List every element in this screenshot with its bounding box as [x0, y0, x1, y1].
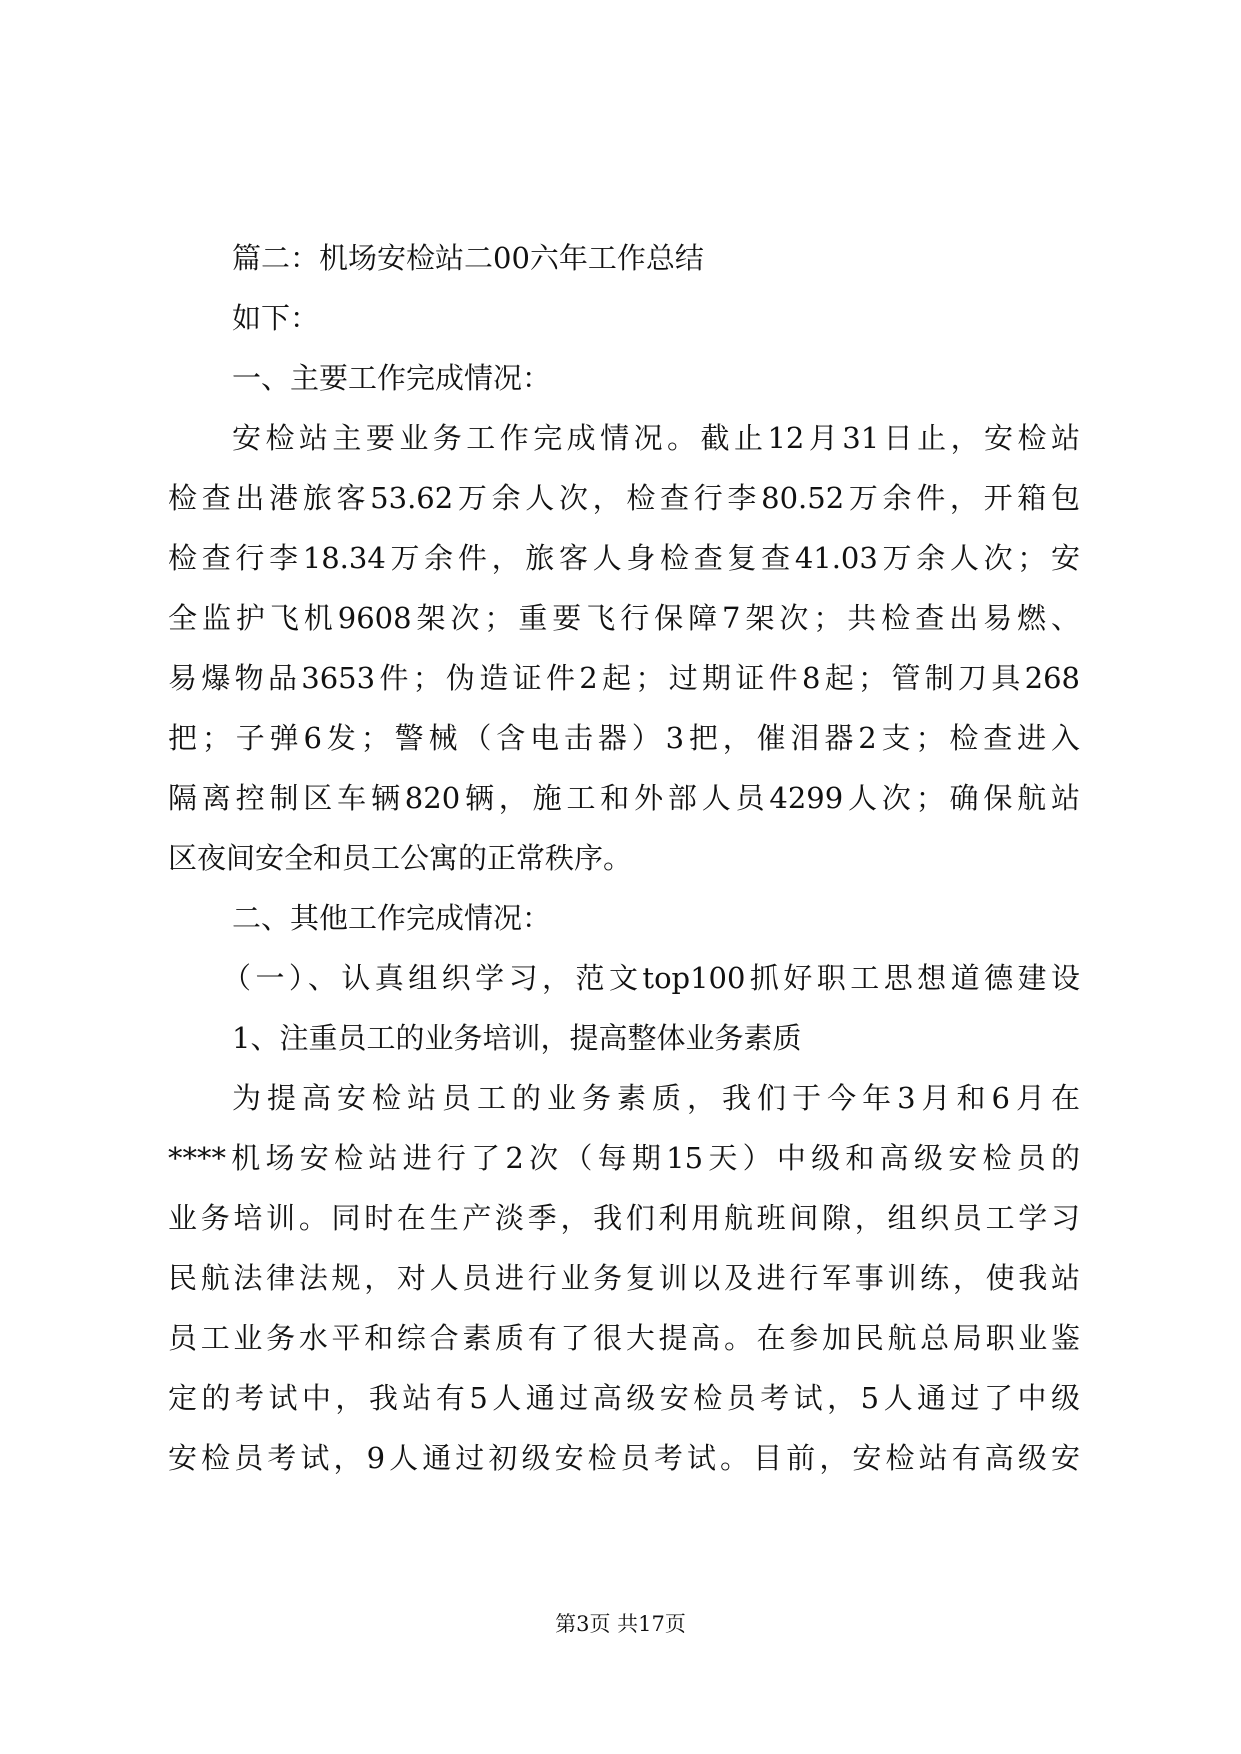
paragraph-line: 把；子弹6发；警械（含电击器）3把，催泪器2支；检查进入	[168, 721, 1080, 755]
text-line: 如下：	[232, 301, 320, 335]
paragraph-line: 民航法律法规，对人员进行业务复训以及进行军事训练，使我站	[168, 1261, 1080, 1295]
document-body	[168, 228, 1080, 1488]
subsection-heading: 1、注重员工的业务培训，提高整体业务素质	[232, 1021, 802, 1055]
section-heading: 二、其他工作完成情况：	[232, 901, 552, 935]
paragraph-line: 检查行李18.34万余件，旅客人身检查复查41.03万余人次；安	[168, 541, 1080, 575]
page-number-footer: 第3页 共17页	[555, 1612, 686, 1636]
section-title: 篇二：机场安检站二00六年工作总结	[232, 241, 704, 275]
paragraph-line: 隔离控制区车辆820辆，施工和外部人员4299人次；确保航站	[168, 781, 1080, 815]
paragraph-line: 业务培训。同时在生产淡季，我们利用航班间隙，组织员工学习	[168, 1201, 1080, 1235]
paragraph-line: 全监护飞机9608架次；重要飞行保障7架次；共检查出易燃、	[168, 601, 1080, 635]
paragraph-line: 定的考试中，我站有5人通过高级安检员考试，5人通过了中级	[168, 1381, 1080, 1415]
paragraph-line: 为提高安检站员工的业务素质，我们于今年3月和6月在	[232, 1081, 1080, 1115]
section-heading: 一、主要工作完成情况：	[232, 361, 552, 395]
paragraph-line: 员工业务水平和综合素质有了很大提高。在参加民航总局职业鉴	[168, 1321, 1080, 1355]
paragraph-line: 安检站主要业务工作完成情况。截止12月31日止，安检站	[232, 421, 1080, 455]
paragraph-line: 易爆物品3653件；伪造证件2起；过期证件8起；管制刀具268	[168, 661, 1080, 695]
paragraph-line: 检查出港旅客53.62万余人次，检查行李80.52万余件，开箱包	[168, 481, 1080, 515]
paragraph-line: 区夜间安全和员工公寓的正常秩序。	[168, 841, 633, 875]
subsection-heading: （一）、认真组织学习，范文top100抓好职工思想道德建设	[222, 961, 1080, 995]
paragraph-line: ****机场安检站进行了2次（每期15天）中级和高级安检员的	[168, 1141, 1080, 1175]
paragraph-line: 安检员考试，9人通过初级安检员考试。目前，安检站有高级安	[168, 1441, 1080, 1475]
